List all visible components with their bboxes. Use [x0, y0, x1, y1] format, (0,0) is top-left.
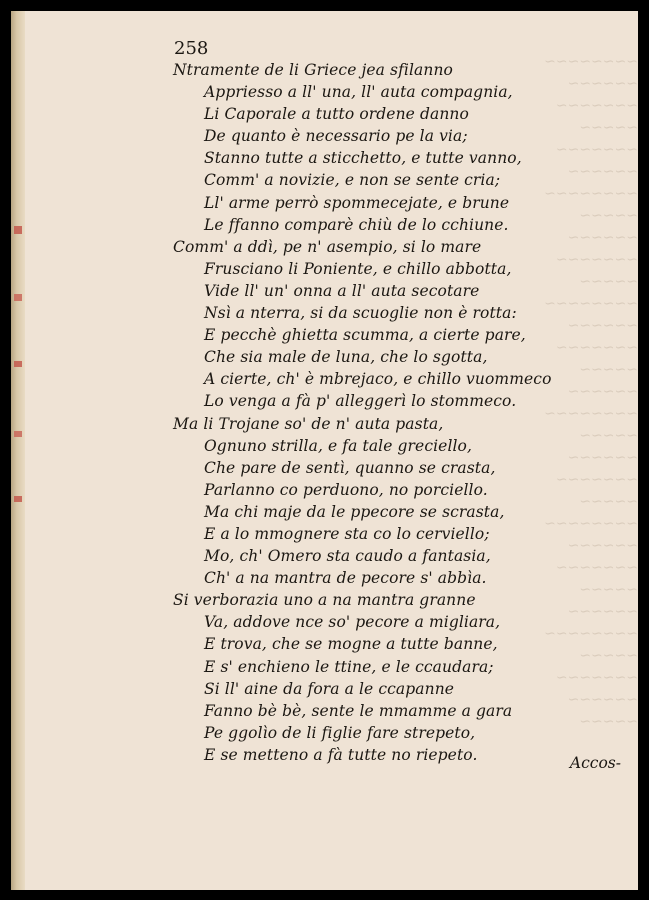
page-number: 258 — [174, 38, 209, 59]
verse-line: Va, addove nce so' pecore a migliara, — [204, 613, 501, 632]
verse-line: E a lo mmognere sta co lo cerviello; — [204, 524, 490, 543]
verse-block — [173, 59, 593, 766]
verse-line: Frusciano li Poniente, e chillo abbotta, — [204, 259, 512, 278]
verse-line: Comm' a novizie, e non se sente cria; — [204, 171, 501, 190]
verse-line: Ma li Trojane so' de n' auta pasta, — [173, 414, 444, 433]
verse-line: E se metteno a fà tutte no riepeto. — [204, 745, 478, 764]
verse-line: Fanno bè bè, sente le mmamme a gara — [204, 701, 513, 720]
verse-line: A cierte, ch' è mbrejaco, e chillo vuommeco — [204, 370, 552, 389]
verse-line: Comm' a ddì, pe n' asempio, si lo mare — [173, 237, 482, 256]
verse-line: Ch' a na mantra de pecore s' abbìa. — [204, 569, 487, 588]
verse-line: Parlanno co perduono, no porciello. — [204, 480, 488, 499]
book-page — [11, 11, 638, 890]
verse-line: E s' enchieno le ttine, e le ccaudara; — [204, 657, 494, 676]
verse-line: Ll' arme perrò spommecejate, e brune — [204, 193, 510, 212]
verse-line: Le ffanno comparè chiù de lo cchiune. — [204, 215, 509, 234]
verse-line: Che pare de sentì, quanno se crasta, — [204, 458, 496, 477]
binding-thread-marks — [14, 11, 22, 890]
verse-line: Appriesso a ll' una, ll' auta compagnia, — [204, 83, 513, 102]
show-through-text: ~~~~~~~~ ~~~~~~ ~~~~~~~ ~~~~~ ~~~~~~~ ~~~~~~ ~~~~~~~~ ~~~~~ ~~~~~~ ~~~~~~~ ~~~~~ ~~~~~~~~ ~~~~~~ ~~~~~~~ ~~~~~ ~~~~~~ ~~~~~~~~ ~~~~~ ~~~~~~ ~~~~~~~ ~~~~~ ~~~~~~~~ ~~~~~~ ~~~~~~~ ~~~~~ ~~~~~~ ~~~~~~~~ ~~~~~ ~~~~~~~ ~~~~~~ ~~~~~ — [544, 54, 638, 730]
verse-line: E pecchè ghietta scumma, a cierte pare, — [204, 326, 526, 345]
verse-line: Che sia male de luna, che lo sgotta, — [204, 348, 488, 367]
verse-line: E trova, che se mogne a tutte banne, — [204, 635, 498, 654]
catchword: Accos- — [569, 754, 621, 772]
verse-line: Ma chi maje da le ppecore se scrasta, — [204, 502, 505, 521]
verse-line: Si ll' aine da fora a le ccapanne — [204, 679, 455, 698]
page-binding-edge — [11, 11, 25, 890]
verse-line: De quanto è necessario pe la via; — [204, 127, 468, 146]
verse-line: Nsì a nterra, si da scuoglie non è rotta: — [204, 304, 517, 323]
verse-line: Ognuno strilla, e fa tale greciello, — [204, 436, 473, 455]
verse-line: Vide ll' un' onna a ll' auta secotare — [204, 281, 480, 300]
verse-line: Lo venga a fà p' alleggerì lo stommeco. — [204, 392, 517, 411]
verse-line: Stanno tutte a sticchetto, e tutte vanno, — [204, 149, 522, 168]
verse-line: Li Caporale a tutto ordene danno — [204, 105, 469, 124]
verse-line: Mo, ch' Omero sta caudo a fantasia, — [204, 547, 491, 566]
verse-line: Pe ggolìo de li figlie fare strepeto, — [204, 723, 476, 742]
verse-line: Ntramente de li Griece jea sfilanno — [173, 61, 453, 79]
verse-line: Si verborazia uno a na mantra granne — [173, 591, 476, 610]
